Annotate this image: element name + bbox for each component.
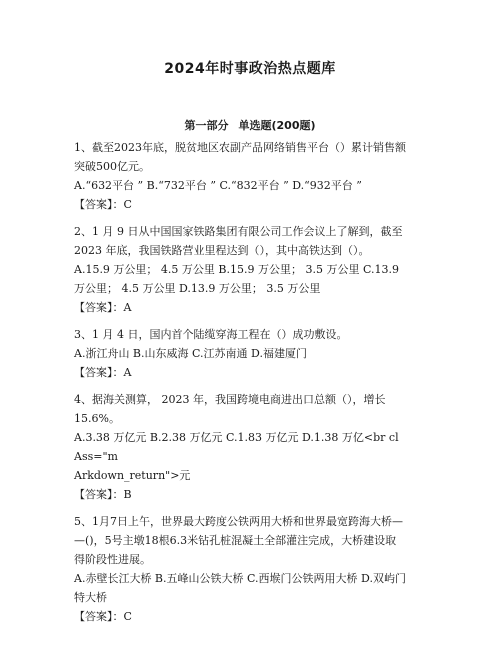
section-part: 第一部分 — [184, 119, 229, 132]
question-options: A.“632平台 ” B.“732平台 ” C.“832平台 ” D.“932平台 ” — [74, 179, 362, 192]
question-options: Arkdown_return">元 — [74, 469, 191, 482]
question-item — [74, 390, 434, 504]
question-answer: 【答案】：A — [74, 301, 132, 314]
question-item — [74, 222, 434, 317]
question-options: A.赤壁长江大桥 B.五峰山公铁大桥 C.西堠门公铁两用大桥 D.双屿门 — [74, 572, 406, 585]
question-answer: 【答案】：A — [74, 366, 132, 379]
section-heading — [0, 117, 500, 133]
question-item — [74, 138, 434, 214]
question-line: 2、1 月 9 日从中国国家铁路集团有限公司工作会议上了解到，截至 — [74, 225, 403, 238]
question-line: 15.6%。 — [74, 412, 120, 425]
question-answer: 【答案】：C — [74, 610, 132, 623]
question-options: 特大桥 — [74, 591, 107, 604]
question-line: 2023 年底，我国铁路营业里程达到（），其中高铁达到（）。 — [74, 244, 370, 257]
question-line: 4、据海关测算， 2023 年，我国跨境电商进出口总额（），增长 — [74, 393, 386, 406]
question-answer: 【答案】：C — [74, 198, 132, 211]
question-options: 万公里； 4.5 万公里 D.13.9 万公里； 3.5 万公里 — [74, 282, 321, 295]
section-name: 单选题(200题) — [238, 119, 316, 132]
question-line: —()，5号主墩18根6.3米钻孔桩混凝土全部灌注完成，大桥建设取 — [74, 534, 397, 547]
document-title: 2024年时事政治热点题库 — [164, 61, 336, 77]
question-line: 突破500亿元。 — [74, 160, 150, 173]
question-list — [74, 138, 434, 634]
question-options: A.3.38 万亿元 B.2.38 万亿元 C.1.83 万亿元 D.1.38 万亿<br cl — [74, 431, 399, 444]
question-item — [74, 512, 434, 626]
question-options: Ass="m — [74, 450, 118, 463]
question-item — [74, 325, 434, 382]
question-options: A.15.9 万公里； 4.5 万公里 B.15.9 万公里； 3.5 万公里 C.13.9 — [74, 263, 399, 276]
question-options: A.浙江舟山 B.山东威海 C.江苏南通 D.福建厦门 — [74, 347, 307, 360]
question-line: 1、截至2023年底，脱贫地区农副产品网络销售平台（）累计销售额 — [74, 141, 406, 154]
question-line: 得阶段性进展。 — [74, 553, 151, 566]
question-line: 5、1月7日上午，世界最大跨度公铁两用大桥和世界最宽跨海大桥— — [74, 515, 403, 528]
question-line: 3、1 月 4 日，国内首个陆缆穿海工程在（）成功敷设。 — [74, 328, 348, 341]
question-answer: 【答案】：B — [74, 488, 132, 501]
